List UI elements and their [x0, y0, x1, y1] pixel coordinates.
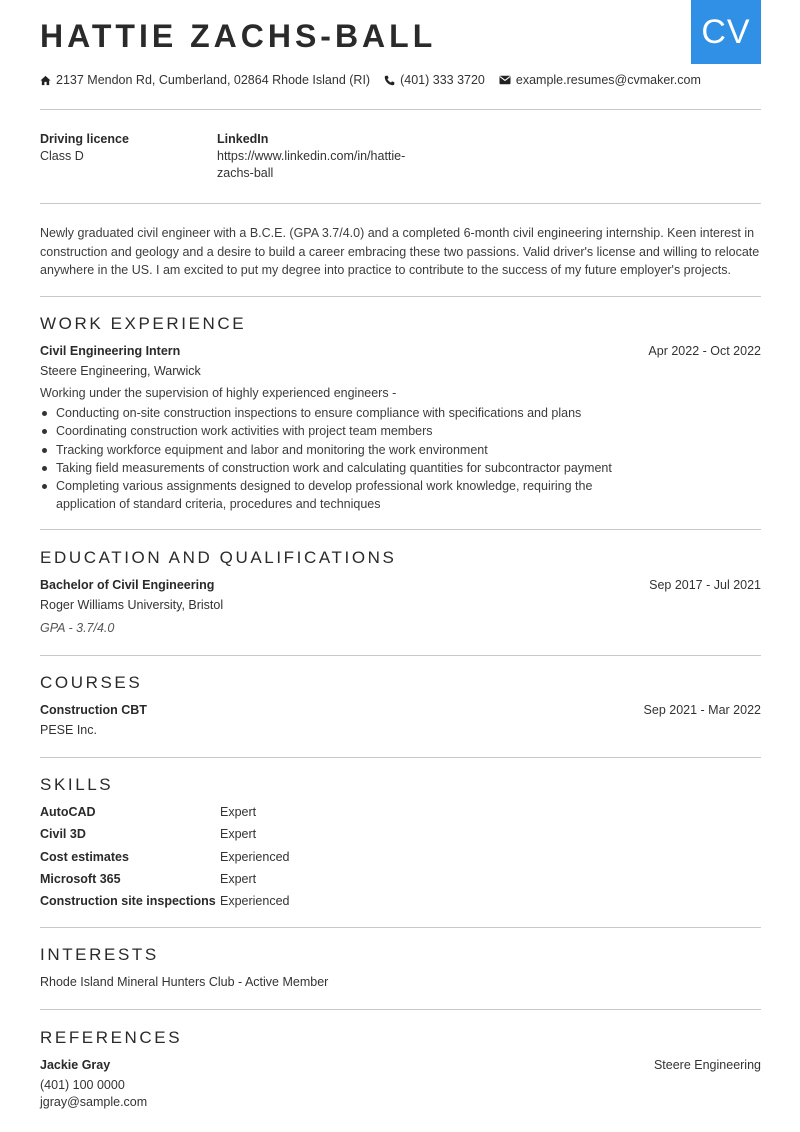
phone-icon [384, 75, 395, 86]
skill-row [40, 804, 290, 826]
degree-date: Sep 2017 - Jul 2021 [649, 578, 761, 592]
divider [40, 109, 761, 110]
skill-row [40, 849, 290, 871]
interest-item: Rhode Island Mineral Hunters Club - Active Member [40, 975, 329, 989]
skill-row [40, 826, 290, 848]
skill-level: Experienced [220, 894, 290, 909]
driving-licence-label: Driving licence [40, 132, 129, 146]
job-duties-list [40, 404, 640, 514]
skills-table [40, 804, 290, 915]
school-name: Roger Williams University, Bristol [40, 598, 224, 612]
skill-name: Construction site inspections [40, 894, 216, 909]
email-icon [499, 75, 511, 85]
reference-phone: (401) 100 0000 [40, 1078, 125, 1092]
courses-heading: COURSES [40, 673, 143, 692]
references-heading: REFERENCES [40, 1028, 183, 1047]
skill-level: Expert [220, 805, 257, 819]
divider [40, 757, 761, 758]
contact-phone [384, 73, 485, 87]
skill-row [40, 893, 290, 915]
driving-licence-block [40, 131, 129, 165]
course-provider: PESE Inc. [40, 723, 97, 737]
reference-name: Jackie Gray [40, 1058, 111, 1072]
degree-title: Bachelor of Civil Engineering [40, 578, 215, 592]
divider [40, 296, 761, 297]
phone-text: (401) 333 3720 [400, 73, 485, 87]
skill-name: Microsoft 365 [40, 871, 121, 886]
address-text: 2137 Mendon Rd, Cumberland, 02864 Rhode Island (RI) [56, 73, 371, 87]
education-heading: EDUCATION AND QUALIFICATIONS [40, 548, 397, 567]
home-icon [40, 75, 51, 86]
skill-level: Expert [220, 827, 257, 842]
list-item: Taking field measurements of construction work and calculating quantities for subcontractor payment [40, 459, 640, 477]
divider [40, 529, 761, 530]
list-item: Completing various assignments designed to develop professional work knowledge, requiring the application of standard criteria, procedures and techniques [40, 477, 640, 514]
divider [40, 927, 761, 928]
gpa-text: GPA - 3.7/4.0 [40, 621, 115, 635]
course-date: Sep 2021 - Mar 2022 [643, 703, 761, 717]
skill-name: Cost estimates [40, 849, 129, 864]
profile-summary: Newly graduated civil engineer with a B.C.E. (GPA 3.7/4.0) and a completed 6-month civil engineering internship. Keen interest in construction and geology and a desire to build a career embracing these two passions. Valid driver's license and willing to relocate anywhere in the US. I am excited to put my degree into practice to contribute to the success of my future employer's projects. [40, 226, 760, 277]
divider [40, 655, 761, 656]
email-text[interactable]: example.resumes@cvmaker.com [515, 73, 701, 87]
reference-email[interactable]: jgray@sample.com [40, 1095, 148, 1109]
contact-address [40, 73, 370, 87]
skill-level: Expert [220, 871, 257, 886]
work-experience-heading: WORK EXPERIENCE [40, 314, 247, 333]
linkedin-url-line1[interactable]: https://www.linkedin.com/in/hattie- [217, 149, 406, 163]
skill-row [40, 871, 290, 893]
course-title: Construction CBT [40, 703, 147, 717]
candidate-name: HATTIE ZACHS-BALL [40, 18, 437, 54]
linkedin-label: LinkedIn [217, 132, 269, 146]
job-date: Apr 2022 - Oct 2022 [648, 344, 761, 358]
list-item: Conducting on-site construction inspections to ensure compliance with specifications and plans [40, 404, 640, 422]
cv-logo-badge: CV [691, 0, 761, 64]
skill-level: Experienced [220, 849, 290, 864]
contact-line [40, 73, 715, 87]
skill-name: AutoCAD [40, 805, 96, 819]
skill-name: Civil 3D [40, 827, 86, 842]
list-item: Tracking workforce equipment and labor and monitoring the work environment [40, 441, 640, 459]
linkedin-url-line2[interactable]: zachs-ball [217, 166, 274, 180]
contact-email [499, 73, 701, 87]
skills-heading: SKILLS [40, 775, 114, 794]
job-company: Steere Engineering, Warwick [40, 364, 201, 378]
driving-licence-value: Class D [40, 149, 84, 163]
linkedin-block [217, 131, 405, 182]
divider [40, 1009, 761, 1010]
interests-heading: INTERESTS [40, 945, 159, 964]
job-intro: Working under the supervision of highly experienced engineers - [40, 386, 397, 400]
list-item: Coordinating construction work activities with project team members [40, 422, 640, 440]
divider [40, 203, 761, 204]
job-title: Civil Engineering Intern [40, 344, 181, 358]
reference-company: Steere Engineering [653, 1058, 761, 1072]
